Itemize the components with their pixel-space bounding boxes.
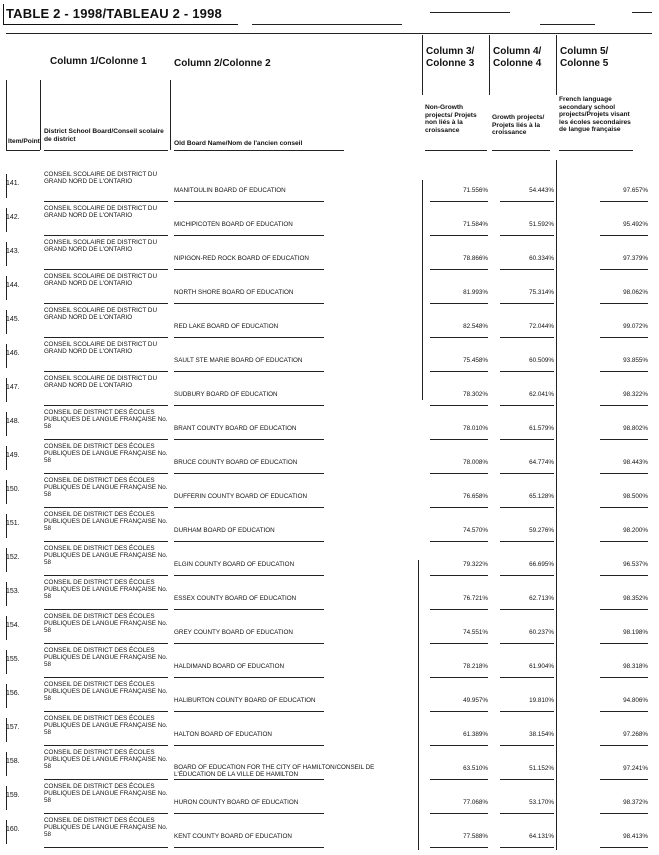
row-underline (44, 609, 168, 610)
row-underline (430, 235, 488, 236)
non-growth-value: 78.218% (463, 663, 488, 670)
old-board-name: SUDBURY BOARD OF EDUCATION (174, 391, 278, 398)
item-number: 151. (6, 520, 20, 527)
district-school-board: CONSEIL DE DISTRICT DES ÉCOLES PUBLIQUES DE LANGUE FRANÇAISE No. 58 (44, 715, 168, 737)
table-row (0, 816, 659, 850)
row-underline (174, 439, 324, 440)
table-row (0, 782, 659, 816)
item-number: 144. (6, 282, 20, 289)
row-underline (600, 813, 648, 814)
item-number: 159. (6, 792, 20, 799)
item-number: 149. (6, 452, 20, 459)
table-row (0, 578, 659, 612)
row-underline (174, 847, 324, 848)
row-underline (44, 473, 168, 474)
district-school-board: CONSEIL SCOLAIRE DE DISTRICT DU GRAND NORD DE L'ONTARIO (44, 239, 158, 254)
row-underline (500, 643, 554, 644)
growth-value: 54.443% (529, 187, 554, 194)
item-number: 142. (6, 214, 20, 221)
french-subheader: French language secondary school projects/Projets visant les écoles secondaires de langue française (559, 96, 631, 134)
row-underline (174, 643, 324, 644)
row-underline (500, 507, 554, 508)
row-underline (430, 609, 488, 610)
non-growth-subheader: Non-Growth projects/ Projets non liés à la croissance (425, 104, 477, 134)
growth-value: 59.276% (529, 527, 554, 534)
row-underline (600, 473, 648, 474)
row-underline (600, 643, 648, 644)
row-underline (600, 847, 648, 848)
row-underline (600, 541, 648, 542)
row-underline (600, 677, 648, 678)
row-underline (174, 405, 324, 406)
row-underline (174, 779, 324, 780)
header-underline (6, 150, 40, 151)
row-underline (500, 813, 554, 814)
non-growth-value: 79.322% (463, 561, 488, 568)
row-underline (44, 235, 168, 236)
old-board-name: ELGIN COUNTY BOARD OF EDUCATION (174, 561, 295, 568)
row-underline (44, 507, 168, 508)
page-title: TABLE 2 - 1998/TABLEAU 2 - 1998 (6, 6, 222, 21)
row-underline (430, 575, 488, 576)
old-board-name: ESSEX COUNTY BOARD OF EDUCATION (174, 595, 297, 602)
table-row (0, 272, 659, 306)
non-growth-value: 78.302% (463, 391, 488, 398)
row-underline (430, 541, 488, 542)
table-row (0, 646, 659, 680)
row-underline (430, 269, 488, 270)
growth-value: 38.154% (529, 731, 554, 738)
old-board-name: HALIBURTON COUNTY BOARD OF EDUCATION (174, 697, 316, 704)
district-school-board: CONSEIL SCOLAIRE DE DISTRICT DU GRAND NORD DE L'ONTARIO (44, 341, 158, 356)
row-underline (500, 609, 554, 610)
header-underline (559, 150, 633, 151)
row-underline (174, 541, 324, 542)
old-board-name: MANITOULIN BOARD OF EDUCATION (174, 187, 286, 194)
item-number: 145. (6, 316, 20, 323)
growth-value: 72.044% (529, 323, 554, 330)
non-growth-value: 74.551% (463, 629, 488, 636)
non-growth-value: 63.510% (463, 765, 488, 772)
row-underline (44, 745, 168, 746)
row-underline (500, 847, 554, 848)
french-value: 97.241% (623, 765, 648, 772)
top-rule (252, 24, 402, 25)
item-number: 156. (6, 690, 20, 697)
row-underline (44, 371, 168, 372)
table-row (0, 238, 659, 272)
top-rule (540, 24, 595, 25)
non-growth-value: 78.866% (463, 255, 488, 262)
table-row (0, 748, 659, 782)
row-underline (600, 439, 648, 440)
table-row (0, 442, 659, 476)
french-value: 97.379% (623, 255, 648, 262)
row-underline (430, 779, 488, 780)
row-underline (174, 303, 324, 304)
row-underline (500, 371, 554, 372)
french-value: 98.443% (623, 459, 648, 466)
district-school-board: CONSEIL DE DISTRICT DES ÉCOLES PUBLIQUES DE LANGUE FRANÇAISE No. 58 (44, 613, 168, 635)
row-underline (600, 235, 648, 236)
row-underline (430, 371, 488, 372)
row-underline (500, 473, 554, 474)
row-underline (44, 643, 168, 644)
growth-value: 60.509% (529, 357, 554, 364)
old-board-name: NORTH SHORE BOARD OF EDUCATION (174, 289, 294, 296)
row-underline (44, 201, 168, 202)
row-underline (174, 371, 324, 372)
old-board-name: HURON COUNTY BOARD OF EDUCATION (174, 799, 299, 806)
row-underline (44, 575, 168, 576)
header-divider (6, 80, 7, 150)
old-board-name: HALTON BOARD OF EDUCATION (174, 731, 272, 738)
item-number: 146. (6, 350, 20, 357)
district-school-board: CONSEIL DE DISTRICT DES ÉCOLES PUBLIQUES DE LANGUE FRANÇAISE No. 58 (44, 783, 168, 805)
row-underline (174, 609, 324, 610)
row-underline (430, 337, 488, 338)
french-value: 93.855% (623, 357, 648, 364)
old-board-name: SAULT STE MARIE BOARD OF EDUCATION (174, 357, 303, 364)
row-underline (430, 711, 488, 712)
table-row (0, 204, 659, 238)
header-divider (170, 80, 171, 150)
item-number: 158. (6, 758, 20, 765)
french-value: 98.372% (623, 799, 648, 806)
growth-value: 62.041% (529, 391, 554, 398)
growth-value: 61.579% (529, 425, 554, 432)
non-growth-value: 82.548% (463, 323, 488, 330)
row-underline (44, 711, 168, 712)
growth-value: 51.592% (529, 221, 554, 228)
row-underline (174, 235, 324, 236)
col3-header: Column 3/ Colonne 3 (426, 46, 475, 69)
french-value: 96.537% (623, 561, 648, 568)
item-number: 141. (6, 180, 20, 187)
non-growth-value: 78.010% (463, 425, 488, 432)
table-row (0, 170, 659, 204)
french-value: 98.322% (623, 391, 648, 398)
row-underline (44, 269, 168, 270)
non-growth-value: 49.957% (463, 697, 488, 704)
row-underline (600, 575, 648, 576)
row-underline (430, 473, 488, 474)
old-board-name: DURHAM BOARD OF EDUCATION (174, 527, 275, 534)
district-school-board: CONSEIL DE DISTRICT DES ÉCOLES PUBLIQUES DE LANGUE FRANÇAISE No. 58 (44, 477, 168, 499)
item-number: 160. (6, 826, 20, 833)
row-underline (600, 405, 648, 406)
row-underline (44, 439, 168, 440)
district-school-board: CONSEIL SCOLAIRE DE DISTRICT DU GRAND NORD DE L'ONTARIO (44, 307, 158, 322)
row-underline (44, 303, 168, 304)
row-underline (44, 813, 168, 814)
old-board-name: GREY COUNTY BOARD OF EDUCATION (174, 629, 293, 636)
table-row (0, 714, 659, 748)
growth-value: 61.904% (529, 663, 554, 670)
district-school-board: CONSEIL DE DISTRICT DES ÉCOLES PUBLIQUES DE LANGUE FRANÇAISE No. 58 (44, 817, 168, 839)
non-growth-value: 76.721% (463, 595, 488, 602)
table-row (0, 544, 659, 578)
district-school-board: CONSEIL DE DISTRICT DES ÉCOLES PUBLIQUES DE LANGUE FRANÇAISE No. 58 (44, 443, 168, 465)
row-underline (500, 779, 554, 780)
item-number: 150. (6, 486, 20, 493)
row-underline (500, 711, 554, 712)
row-underline (600, 779, 648, 780)
row-underline (44, 779, 168, 780)
row-underline (600, 337, 648, 338)
non-growth-value: 78.008% (463, 459, 488, 466)
row-underline (600, 745, 648, 746)
item-number: 152. (6, 554, 20, 561)
non-growth-value: 71.584% (463, 221, 488, 228)
col-divider (489, 35, 490, 95)
col-divider (422, 35, 423, 95)
row-underline (500, 269, 554, 270)
row-underline (500, 745, 554, 746)
table-row (0, 476, 659, 510)
growth-value: 51.152% (529, 765, 554, 772)
row-underline (500, 677, 554, 678)
non-growth-value: 76.658% (463, 493, 488, 500)
header-underline (492, 150, 550, 151)
row-underline (430, 847, 488, 848)
header-divider (40, 80, 41, 150)
row-underline (500, 439, 554, 440)
row-underline (430, 813, 488, 814)
body-divider (556, 160, 557, 850)
growth-value: 75.314% (529, 289, 554, 296)
table-row (0, 510, 659, 544)
growth-subheader: Growth projects/ Projets liés à la croissance (492, 114, 545, 137)
growth-value: 60.334% (529, 255, 554, 262)
row-underline (174, 473, 324, 474)
header-underline (174, 150, 344, 151)
growth-value: 60.237% (529, 629, 554, 636)
growth-value: 65.128% (529, 493, 554, 500)
table-row (0, 374, 659, 408)
top-rule (632, 12, 652, 13)
old-board-name: BOARD OF EDUCATION FOR THE CITY OF HAMILTON/CONSEIL DE L'ÉDUCATION DE LA VILLE DE HAMILTON (174, 764, 375, 779)
row-underline (600, 269, 648, 270)
table-row (0, 306, 659, 340)
table-row (0, 612, 659, 646)
row-underline (430, 405, 488, 406)
french-value: 98.318% (623, 663, 648, 670)
growth-value: 62.713% (529, 595, 554, 602)
district-school-board: CONSEIL DE DISTRICT DES ÉCOLES PUBLIQUES DE LANGUE FRANÇAISE No. 58 (44, 409, 168, 431)
non-growth-value: 75.458% (463, 357, 488, 364)
row-underline (44, 847, 168, 848)
row-underline (500, 201, 554, 202)
row-underline (44, 541, 168, 542)
row-underline (430, 439, 488, 440)
row-underline (430, 201, 488, 202)
row-underline (500, 235, 554, 236)
district-school-board: CONSEIL DE DISTRICT DES ÉCOLES PUBLIQUES DE LANGUE FRANÇAISE No. 58 (44, 545, 168, 567)
old-board-name: MICHIPICOTEN BOARD OF EDUCATION (174, 221, 293, 228)
row-underline (500, 405, 554, 406)
french-value: 98.500% (623, 493, 648, 500)
growth-value: 53.170% (529, 799, 554, 806)
french-value: 97.657% (623, 187, 648, 194)
row-underline (430, 643, 488, 644)
row-underline (44, 677, 168, 678)
non-growth-value: 71.556% (463, 187, 488, 194)
old-board-name: KENT COUNTY BOARD OF EDUCATION (174, 833, 292, 840)
growth-value: 19.810% (529, 697, 554, 704)
row-underline (600, 371, 648, 372)
row-underline (174, 201, 324, 202)
row-underline (174, 269, 324, 270)
col-divider (556, 35, 557, 95)
row-underline (600, 609, 648, 610)
french-value: 98.413% (623, 833, 648, 840)
old-board-name: DUFFERIN COUNTY BOARD OF EDUCATION (174, 493, 308, 500)
french-value: 98.200% (623, 527, 648, 534)
old-board-name: NIPIGON-RED ROCK BOARD OF EDUCATION (174, 255, 309, 262)
district-school-board: CONSEIL SCOLAIRE DE DISTRICT DU GRAND NORD DE L'ONTARIO (44, 375, 158, 390)
non-growth-value: 81.993% (463, 289, 488, 296)
row-underline (174, 507, 324, 508)
district-school-board: CONSEIL DE DISTRICT DES ÉCOLES PUBLIQUES DE LANGUE FRANÇAISE No. 58 (44, 681, 168, 703)
body-divider (422, 180, 423, 400)
row-underline (174, 575, 324, 576)
row-underline (174, 677, 324, 678)
french-value: 94.806% (623, 697, 648, 704)
district-school-board: CONSEIL DE DISTRICT DES ÉCOLES PUBLIQUES DE LANGUE FRANÇAISE No. 58 (44, 647, 168, 669)
row-underline (500, 575, 554, 576)
old-board-name: HALDIMAND BOARD OF EDUCATION (174, 663, 285, 670)
header-underline (44, 150, 168, 151)
growth-value: 64.774% (529, 459, 554, 466)
item-number: 143. (6, 248, 20, 255)
header-underline (425, 150, 487, 151)
old-board-name: BRANT COUNTY BOARD OF EDUCATION (174, 425, 297, 432)
col2-header: Column 2/Colonne 2 (174, 58, 271, 69)
row-underline (430, 745, 488, 746)
row-underline (600, 507, 648, 508)
item-subheader: Item/Point (8, 138, 40, 145)
table-row (0, 408, 659, 442)
french-value: 98.802% (623, 425, 648, 432)
top-rule (6, 33, 652, 34)
item-number: 154. (6, 622, 20, 629)
district-school-board: CONSEIL SCOLAIRE DE DISTRICT DU GRAND NORD DE L'ONTARIO (44, 171, 158, 186)
french-value: 95.492% (623, 221, 648, 228)
district-school-board: CONSEIL SCOLAIRE DE DISTRICT DU GRAND NORD DE L'ONTARIO (44, 205, 158, 220)
old-board-name: BRUCE COUNTY BOARD OF EDUCATION (174, 459, 298, 466)
col4-header: Column 4/ Colonne 4 (493, 46, 542, 69)
growth-value: 66.695% (529, 561, 554, 568)
row-underline (500, 541, 554, 542)
col1-header: Column 1/Colonne 1 (50, 56, 147, 67)
non-growth-value: 61.389% (463, 731, 488, 738)
non-growth-value: 74.570% (463, 527, 488, 534)
top-rule (430, 12, 510, 13)
row-underline (600, 303, 648, 304)
non-growth-value: 77.068% (463, 799, 488, 806)
table-row (0, 340, 659, 374)
row-underline (600, 201, 648, 202)
row-underline (500, 337, 554, 338)
district-subheader: District School Board/Conseil scolaire de district (44, 128, 164, 143)
row-underline (430, 677, 488, 678)
row-underline (174, 745, 324, 746)
old-board-name: RED LAKE BOARD OF EDUCATION (174, 323, 279, 330)
col5-header: Column 5/ Colonne 5 (560, 46, 609, 69)
item-number: 155. (6, 656, 20, 663)
item-number: 147. (6, 384, 20, 391)
row-underline (44, 337, 168, 338)
french-value: 99.072% (623, 323, 648, 330)
french-value: 97.268% (623, 731, 648, 738)
district-school-board: CONSEIL SCOLAIRE DE DISTRICT DU GRAND NORD DE L'ONTARIO (44, 273, 158, 288)
item-number: 157. (6, 724, 20, 731)
old-board-subheader: Old Board Name/Nom de l'ancien conseil (174, 140, 303, 147)
table-row (0, 680, 659, 714)
non-growth-value: 77.588% (463, 833, 488, 840)
item-number: 153. (6, 588, 20, 595)
french-value: 98.352% (623, 595, 648, 602)
body-divider (418, 560, 419, 850)
district-school-board: CONSEIL DE DISTRICT DES ÉCOLES PUBLIQUES DE LANGUE FRANÇAISE No. 58 (44, 749, 168, 771)
row-underline (430, 507, 488, 508)
district-school-board: CONSEIL DE DISTRICT DES ÉCOLES PUBLIQUES DE LANGUE FRANÇAISE No. 58 (44, 511, 168, 533)
row-underline (174, 337, 324, 338)
french-value: 98.062% (623, 289, 648, 296)
row-underline (174, 711, 324, 712)
row-underline (44, 405, 168, 406)
district-school-board: CONSEIL DE DISTRICT DES ÉCOLES PUBLIQUES DE LANGUE FRANÇAISE No. 58 (44, 579, 168, 601)
row-underline (430, 303, 488, 304)
row-underline (500, 303, 554, 304)
row-underline (600, 711, 648, 712)
growth-value: 64.131% (529, 833, 554, 840)
item-number: 148. (6, 418, 20, 425)
french-value: 98.198% (623, 629, 648, 636)
row-underline (174, 813, 324, 814)
